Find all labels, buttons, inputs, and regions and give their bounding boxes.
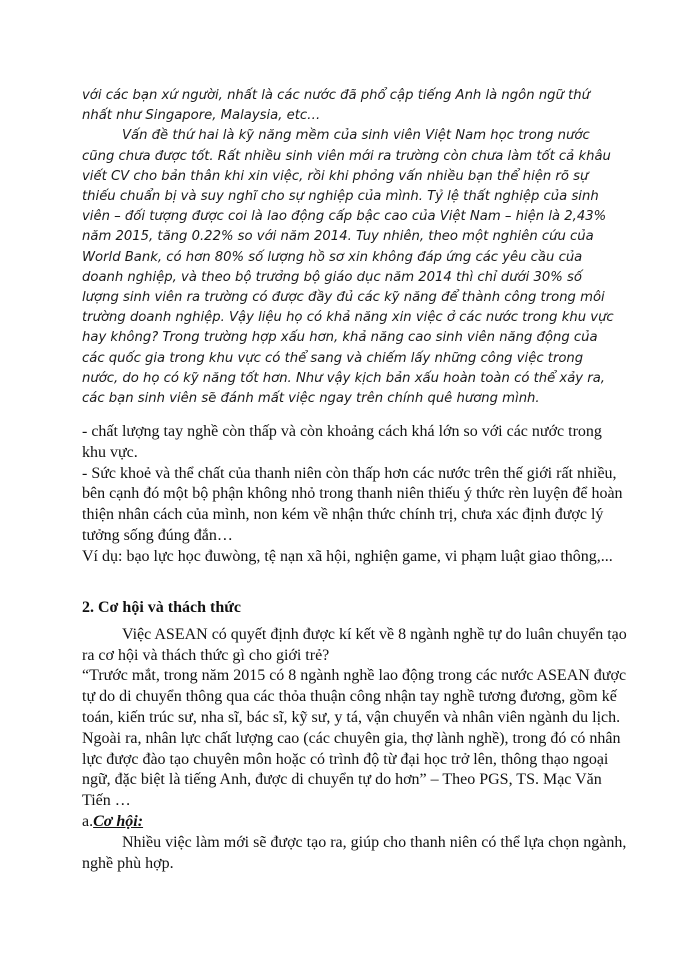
sub-heading-label: a. xyxy=(82,812,94,830)
limitations-list xyxy=(82,422,627,568)
section-intro: Việc ASEAN có quyết định được kí kết về 8 ngành nghề tự do luân chuyển tạo ra cơ hội và thách thức gì cho giới trẻ? xyxy=(82,625,627,664)
opportunity-paragraph: Nhiều việc làm mới sẽ được tạo ra, giúp cho thanh niên có thể lựa chọn ngành, nghề phù hợp. xyxy=(82,833,627,872)
paragraph-soft-skills: Vấn đề thứ hai là kỹ năng mềm của sinh viên Việt Nam học trong nước cũng chưa được tốt. Rất nhiều sinh viên mới ra trường còn chưa làm tốt cả khâu viết CV cho bản thân khi xin việc, rồi khi phỏng vấn nhiều bạn thể hiện rõ sự thiếu chuẩn bị và suy nghĩ cho sự nghiệp của mình. Tỷ lệ thất nghiệp của sinh viên – đối tượng được coi là lao động cấp bậc cao của Việt Nam – hiện là 2,43% năm 2015, tăng 0.22% so với năm 2014. Tuy nhiên, theo một nghiên cứu của World Bank, có hơn 80% số lượng hồ sơ xin không đáp ứng các yêu cầu của doanh nghiệp, và theo bộ trưởng bộ giáo dục năm 2014 thì chỉ dưới 30% số lượng sinh viên ra trường có được đầy đủ các kỹ năng để thành công trong môi trường doanh nghiệp. Vậy liệu họ có khả năng xin việc ở các nước trong khu vực hay không? Trong trường hợp xấu hơn, khả năng cao sinh viên năng động của các quốc gia trong khu vực có thể sang và chiếm lấy những công việc trong nước, do họ có kỹ năng tốt hơn. Như vậy kịch bản xấu hoàn toàn có thể xảy ra, các bạn sinh viên sẽ đánh mất việc ngay trên chính quê hương mình. xyxy=(82,128,614,407)
example-line: Ví dụ: bạo lực học đuwòng, tệ nạn xã hội, nghiện game, vi phạm luật giao thông,... xyxy=(82,547,613,565)
sub-heading-opportunity xyxy=(82,812,627,833)
bullet-health: - Sức khoẻ và thể chất của thanh niên còn thấp hơn các nước trên thế giới rất nhiều, bên cạnh đó một bộ phận không nhỏ trong thanh niên thiếu ý thức rèn luyện để hoàn thiện nhân cách của mình, non kém về nhận thức chính trị, chưa xác định được lý tưởng sống đúng đắn… xyxy=(82,464,623,544)
section-quote: “Trước mắt, trong năm 2015 có 8 ngành nghề lao động trong các nước ASEAN được tự do di chuyển thông qua các thỏa thuận công nhận tay nghề tương đương, gồm kế toán, kiến trúc sư, nha sĩ, bác sĩ, kỹ sư, y tá, vận chuyển và nhân viên ngành du lịch. Ngoài ra, nhân lực chất lượng cao (các chuyên gia, thợ lành nghề), trong đó có nhân lực được đào tạo chuyên môn hoặc có trình độ từ đại học trở lên, thông thạo ngoại ngữ, đặc biệt là tiếng Anh, được di chuyển tự do hơn” – Theo PGS, TS. Mạc Văn Tiến … xyxy=(82,667,627,810)
paragraph-continuation: với các bạn xứ người, nhất là các nước đã phổ cập tiếng Anh là ngôn ngữ thứ nhất như Singapore, Malaysia, etc… xyxy=(82,88,590,124)
bullet-skill-quality: - chất lượng tay nghề còn thấp và còn khoảng cách khá lớn so với các nước trong khu vực. xyxy=(82,423,602,461)
section-heading: 2. Cơ hội và thách thức xyxy=(82,599,241,616)
section-opportunities-challenges xyxy=(82,598,627,874)
sub-heading-title: Cơ hội: xyxy=(93,812,144,830)
italic-text-section xyxy=(82,86,617,409)
